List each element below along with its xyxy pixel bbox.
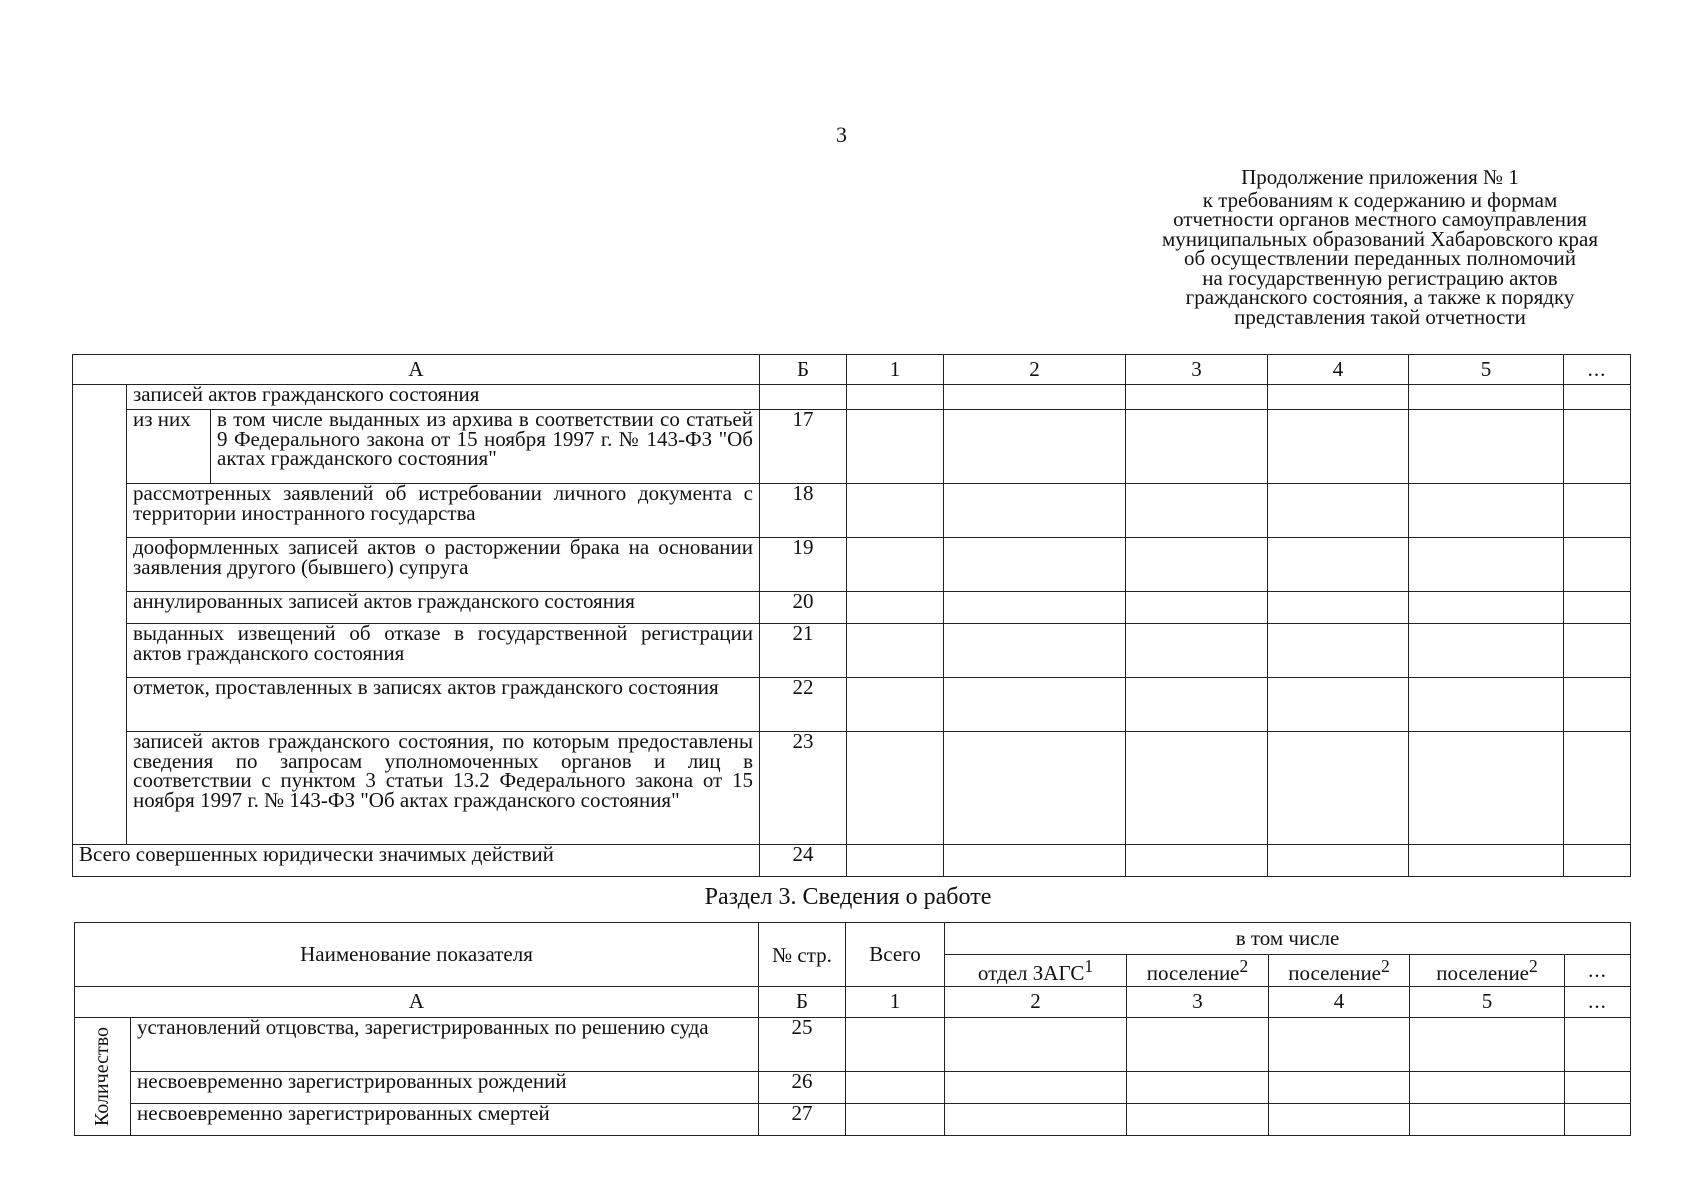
appendix-line: об осуществлении переданных полномочий xyxy=(1184,246,1576,270)
data-cell xyxy=(1410,1072,1565,1104)
data-cell xyxy=(1564,538,1631,592)
header-subcell xyxy=(1410,955,1565,987)
data-cell xyxy=(945,1018,1127,1072)
data-cell xyxy=(1126,845,1268,877)
header-subcell-label: отдел ЗАГС xyxy=(977,961,1085,986)
table-row xyxy=(73,732,1631,845)
data-cell xyxy=(1126,678,1268,732)
appendix-line: к требованиям к содержанию и формам xyxy=(1202,187,1558,212)
data-cell xyxy=(847,624,944,678)
data-cell xyxy=(1564,385,1631,410)
appendix-title: Продолжение приложения № 1 xyxy=(1241,165,1519,189)
data-cell xyxy=(944,410,1126,484)
row-label: в том числе выданных из архива в соответствии со статьей 9 Федерального закона от 15 ноября 1997 г. № 143-ФЗ "Об актах гражданского состояния" xyxy=(211,410,760,484)
row-number: 19 xyxy=(760,538,847,592)
row-number: 24 xyxy=(760,845,847,877)
data-cell xyxy=(944,484,1126,538)
data-cell xyxy=(1564,732,1631,845)
row-number: 25 xyxy=(759,1018,846,1072)
data-cell xyxy=(1126,385,1268,410)
data-cell xyxy=(1565,1018,1631,1072)
appendix-line: муниципальных образований Хабаровского края xyxy=(1161,226,1598,251)
header-cell: 5 xyxy=(1409,355,1564,385)
data-cell xyxy=(1409,678,1564,732)
row-label: записей актов гражданского состояния xyxy=(127,385,760,410)
data-cell xyxy=(847,592,944,624)
data-cell xyxy=(1127,1072,1269,1104)
header-cell: А xyxy=(75,987,759,1018)
data-cell xyxy=(944,732,1126,845)
row-label: несвоевременно зарегистрированных рождений xyxy=(131,1072,759,1104)
data-cell xyxy=(1268,624,1409,678)
row-label: записей актов гражданского состояния, по которым предоставлены сведения по запросам уполномоченных органов и лиц в соответствии с пунктом 3 статьи 13.2 Федерального закона от 15 ноября 1997 г. № 143-ФЗ "Об актах гражданского состояния" xyxy=(127,732,760,845)
data-cell xyxy=(1410,1018,1565,1072)
data-cell xyxy=(846,1104,945,1136)
subgroup-label: из них xyxy=(127,410,211,484)
row-number: 17 xyxy=(760,410,847,484)
data-cell xyxy=(1410,1104,1565,1136)
header-cell: 1 xyxy=(847,355,944,385)
data-cell xyxy=(1127,1104,1269,1136)
group-label-cell xyxy=(75,1018,131,1136)
data-cell xyxy=(1126,410,1268,484)
data-cell xyxy=(1409,538,1564,592)
row-number: 22 xyxy=(760,678,847,732)
appendix-line: представления такой отчетности xyxy=(1234,304,1526,329)
data-cell xyxy=(847,385,944,410)
data-cell xyxy=(1564,592,1631,624)
appendix-line: отчетности органов местного самоуправления xyxy=(1173,207,1587,231)
page-number: 3 xyxy=(836,122,847,147)
row-number: 27 xyxy=(759,1104,846,1136)
footnote-mark: 2 xyxy=(1239,956,1249,977)
footnote-mark: 2 xyxy=(1529,956,1538,977)
data-cell xyxy=(1564,678,1631,732)
data-cell xyxy=(1409,845,1564,877)
header-subcell xyxy=(1127,955,1269,987)
row-label: выданных извещений об отказе в государственной регистрации актов гражданского состояния xyxy=(127,624,760,678)
data-cell xyxy=(945,1104,1127,1136)
data-cell xyxy=(1126,538,1268,592)
data-cell xyxy=(1564,410,1631,484)
header-cell: 3 xyxy=(1127,987,1269,1018)
header-total: Всего xyxy=(846,923,945,987)
table-row xyxy=(75,1104,1631,1136)
data-cell xyxy=(1409,385,1564,410)
data-cell xyxy=(944,845,1126,877)
group-label: Количество xyxy=(90,1026,113,1127)
data-cell xyxy=(1409,592,1564,624)
data-cell xyxy=(1269,1104,1410,1136)
table-row xyxy=(73,592,1631,624)
header-subcell-label: поселение xyxy=(1146,961,1240,986)
table-row xyxy=(73,678,1631,732)
header-cell: 1 xyxy=(846,987,945,1018)
header-cell: 2 xyxy=(944,355,1126,385)
header-cell: Б xyxy=(760,355,847,385)
row-number: 23 xyxy=(760,732,847,845)
data-cell xyxy=(1268,845,1409,877)
data-cell xyxy=(1268,410,1409,484)
data-cell xyxy=(1268,592,1409,624)
data-cell xyxy=(1126,732,1268,845)
group-cell xyxy=(73,385,127,845)
footnote-mark: 2 xyxy=(1381,956,1390,977)
data-cell xyxy=(1268,538,1409,592)
data-cell xyxy=(847,678,944,732)
data-cell xyxy=(944,538,1126,592)
header-row xyxy=(75,923,1631,955)
appendix-line: гражданского состояния, а также к порядку xyxy=(1185,285,1575,309)
row-label: аннулированных записей актов гражданского состояния xyxy=(127,592,760,624)
data-cell xyxy=(944,385,1126,410)
header-cell: 5 xyxy=(1410,987,1565,1018)
data-cell xyxy=(1126,624,1268,678)
data-cell xyxy=(944,678,1126,732)
header-row-number: № стр. xyxy=(759,923,846,987)
header-cell: 2 xyxy=(945,987,1127,1018)
header-letters-row xyxy=(75,987,1631,1018)
data-cell xyxy=(1268,385,1409,410)
data-cell xyxy=(1565,1104,1631,1136)
row-label: отметок, проставленных в записях актов гражданского состояния xyxy=(127,678,760,732)
row-number: 21 xyxy=(760,624,847,678)
data-cell xyxy=(1409,624,1564,678)
data-cell xyxy=(847,410,944,484)
row-number: 20 xyxy=(760,592,847,624)
header-cell: ... xyxy=(1564,355,1631,385)
table-row-total xyxy=(73,845,1631,877)
header-subcell-label: поселение xyxy=(1288,961,1382,986)
table-row xyxy=(75,1072,1631,1104)
table-header-row xyxy=(73,355,1631,385)
section3-table xyxy=(74,922,1631,1136)
data-cell xyxy=(847,484,944,538)
row-number: 26 xyxy=(759,1072,846,1104)
header-subcell xyxy=(1269,955,1410,987)
row-label: дооформленных записей актов о расторжении брака на основании заявления другого (бывшего) супруга xyxy=(127,538,760,592)
data-cell xyxy=(1564,845,1631,877)
data-cell xyxy=(945,1072,1127,1104)
data-cell xyxy=(1126,592,1268,624)
table-row xyxy=(73,410,1631,484)
data-cell xyxy=(1268,732,1409,845)
data-cell xyxy=(1564,484,1631,538)
data-cell xyxy=(1269,1018,1410,1072)
data-cell xyxy=(847,538,944,592)
data-cell xyxy=(1268,484,1409,538)
data-cell xyxy=(847,845,944,877)
data-cell xyxy=(846,1018,945,1072)
data-cell xyxy=(1268,678,1409,732)
data-cell xyxy=(1269,1072,1410,1104)
data-cell xyxy=(1127,1018,1269,1072)
section-title: Раздел 3. Сведения о работе xyxy=(704,884,992,910)
header-subcell: ... xyxy=(1565,955,1631,987)
data-cell xyxy=(846,1072,945,1104)
header-cell: 4 xyxy=(1269,987,1410,1018)
table-row xyxy=(73,538,1631,592)
table-row xyxy=(73,385,1631,410)
footnote-mark: 1 xyxy=(1084,956,1094,977)
row-label: Всего совершенных юридически значимых действий xyxy=(73,845,760,877)
header-cell: ... xyxy=(1565,987,1631,1018)
row-number: 18 xyxy=(760,484,847,538)
data-cell xyxy=(1409,732,1564,845)
data-cell xyxy=(1565,1072,1631,1104)
header-name: Наименование показателя xyxy=(75,923,759,987)
header-including: в том числе xyxy=(945,923,1631,955)
data-cell xyxy=(1409,484,1564,538)
row-label: несвоевременно зарегистрированных смертей xyxy=(131,1104,759,1136)
row-number xyxy=(760,385,847,410)
data-cell xyxy=(944,624,1126,678)
table-row xyxy=(75,1018,1631,1072)
header-subcell-label: поселение xyxy=(1436,961,1530,986)
header-cell: А xyxy=(73,355,760,385)
row-label: рассмотренных заявлений об истребовании личного документа с территории иностранного государства xyxy=(127,484,760,538)
row-label: установлений отцовства, зарегистрированных по решению суда xyxy=(131,1018,759,1072)
data-cell xyxy=(944,592,1126,624)
table-row xyxy=(73,624,1631,678)
data-cell xyxy=(1564,624,1631,678)
header-cell: 3 xyxy=(1126,355,1268,385)
continuation-table xyxy=(72,354,1631,877)
appendix-header xyxy=(1120,165,1640,329)
appendix-line: на государственную регистрацию актов xyxy=(1202,265,1558,290)
data-cell xyxy=(1126,484,1268,538)
header-subcell xyxy=(945,955,1127,987)
table-row xyxy=(73,484,1631,538)
data-cell xyxy=(847,732,944,845)
header-cell: Б xyxy=(759,987,846,1018)
header-cell: 4 xyxy=(1268,355,1409,385)
data-cell xyxy=(1409,410,1564,484)
